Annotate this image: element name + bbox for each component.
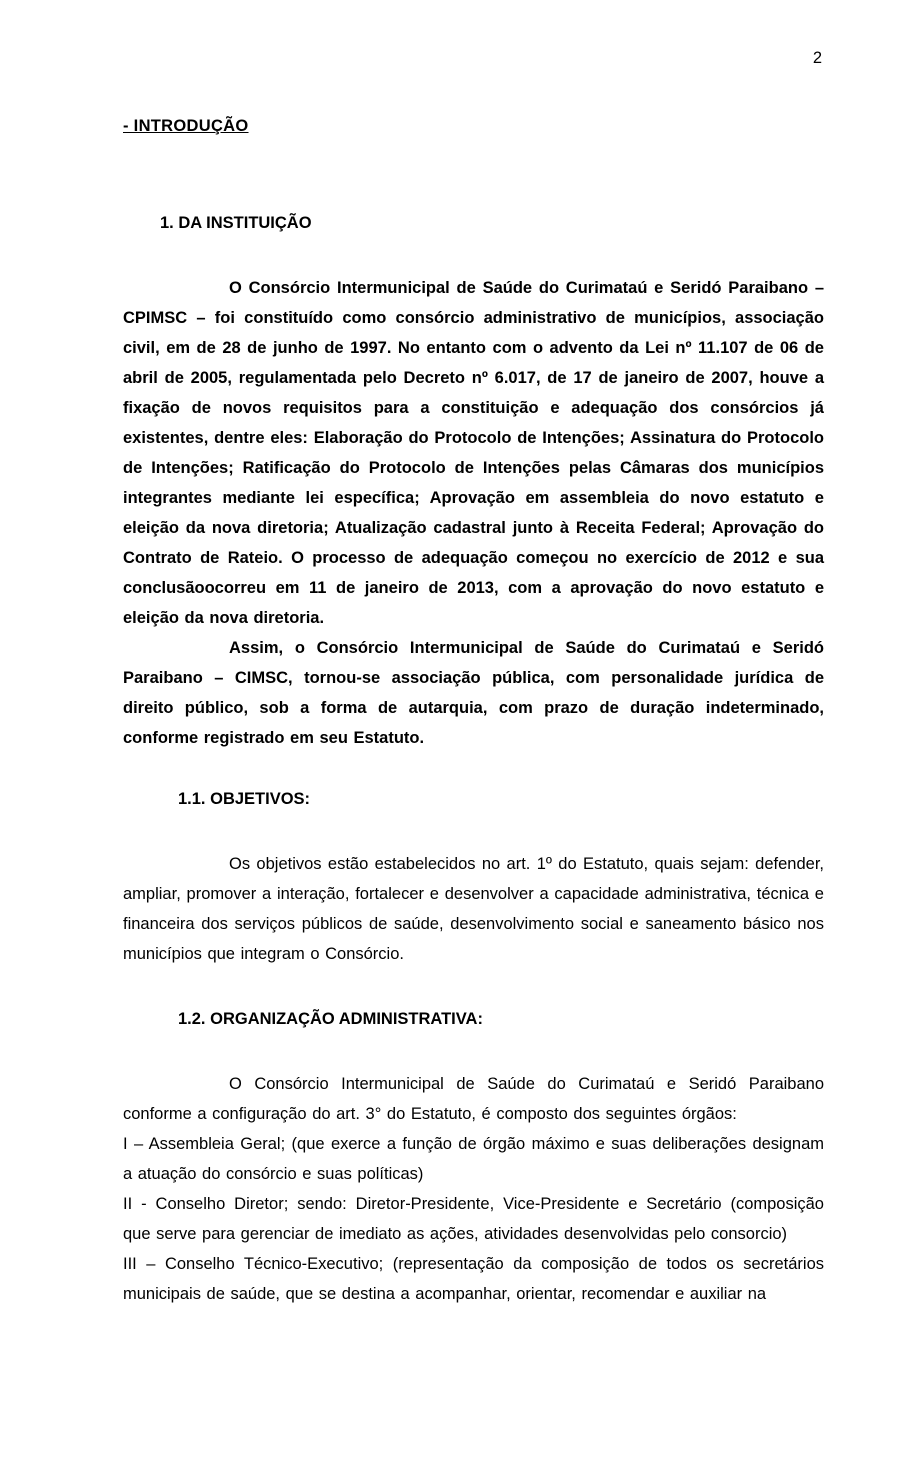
section-heading-objectives: 1.1. OBJETIVOS: — [178, 790, 311, 808]
organization-list-item-3: III – Conselho Técnico-Executivo; (representação da composição de todos os secretários municipais de saúde, que se destina a acompanhar, orientar, recomendar e auxiliar na — [123, 1255, 824, 1303]
organization-paragraph-1: O Consórcio Intermunicipal de Saúde do Curimataú e Seridó Paraibano conforme a configuração do art. 3° do Estatuto, é composto dos seguintes órgãos: — [123, 1075, 824, 1123]
page-number: 2 — [812, 49, 822, 67]
document-title: - INTRODUÇÃO — [123, 117, 249, 135]
objectives-paragraph-1: Os objetivos estão estabelecidos no art. 1º do Estatuto, quais sejam: defender, ampliar, promover a interação, fortalecer e desenvolver a capacidade administrativa, técnica e financeira dos serviços públicos de saúde, desenvolvimento social e saneamento básico nos municípios que integram o Consórcio. — [123, 855, 824, 963]
organization-list-item-1: I – Assembleia Geral; (que exerce a função de órgão máximo e suas deliberações designam a atuação do consórcio e suas políticas) — [123, 1135, 824, 1183]
section-heading-organization: 1.2. ORGANIZAÇÃO ADMINISTRATIVA: — [178, 1010, 483, 1028]
institution-paragraph-1: O Consórcio Intermunicipal de Saúde do Curimataú e Seridó Paraibano – CPIMSC – foi constituído como consórcio administrativo de municípios, associação civil, em de 28 de junho de 1997. No entanto com o advento da Lei nº 11.107 de 06 de abril de 2005, regulamentada pelo Decreto nº 6.017, de 17 de janeiro de 2007, houve a fixação de novos requisitos para a constituição e adequação dos consórcios já existentes, dentre eles: Elaboração do Protocolo de Intenções; Assinatura do Protocolo de Intenções; Ratificação do Protocolo de Intenções pelas Câmaras dos municípios integrantes mediante lei específica; Aprovação em assembleia do novo estatuto e eleição da nova diretoria; Atualização cadastral junto à Receita Federal; Aprovação do Contrato de Rateio. O processo de adequação começou no exercício de 2012 e sua conclusãoocorreu em 11 de janeiro de 2013, com a aprovação do novo estatuto e eleição da nova diretoria. — [123, 279, 824, 627]
institution-paragraph-2: Assim, o Consórcio Intermunicipal de Saúde do Curimataú e Seridó Paraibano – CIMSC, tornou-se associação pública, com personalidade jurídica de direito público, sob a forma de autarquia, com prazo de duração indeterminado, conforme registrado em seu Estatuto. — [123, 639, 824, 747]
organization-list-item-2: II - Conselho Diretor; sendo: Diretor-Presidente, Vice-Presidente e Secretário (composição que serve para gerenciar de imediato as ações, atividades desenvolvidas pelo consorcio) — [123, 1195, 824, 1243]
section-heading-institution: 1. DA INSTITUIÇÃO — [160, 214, 312, 232]
